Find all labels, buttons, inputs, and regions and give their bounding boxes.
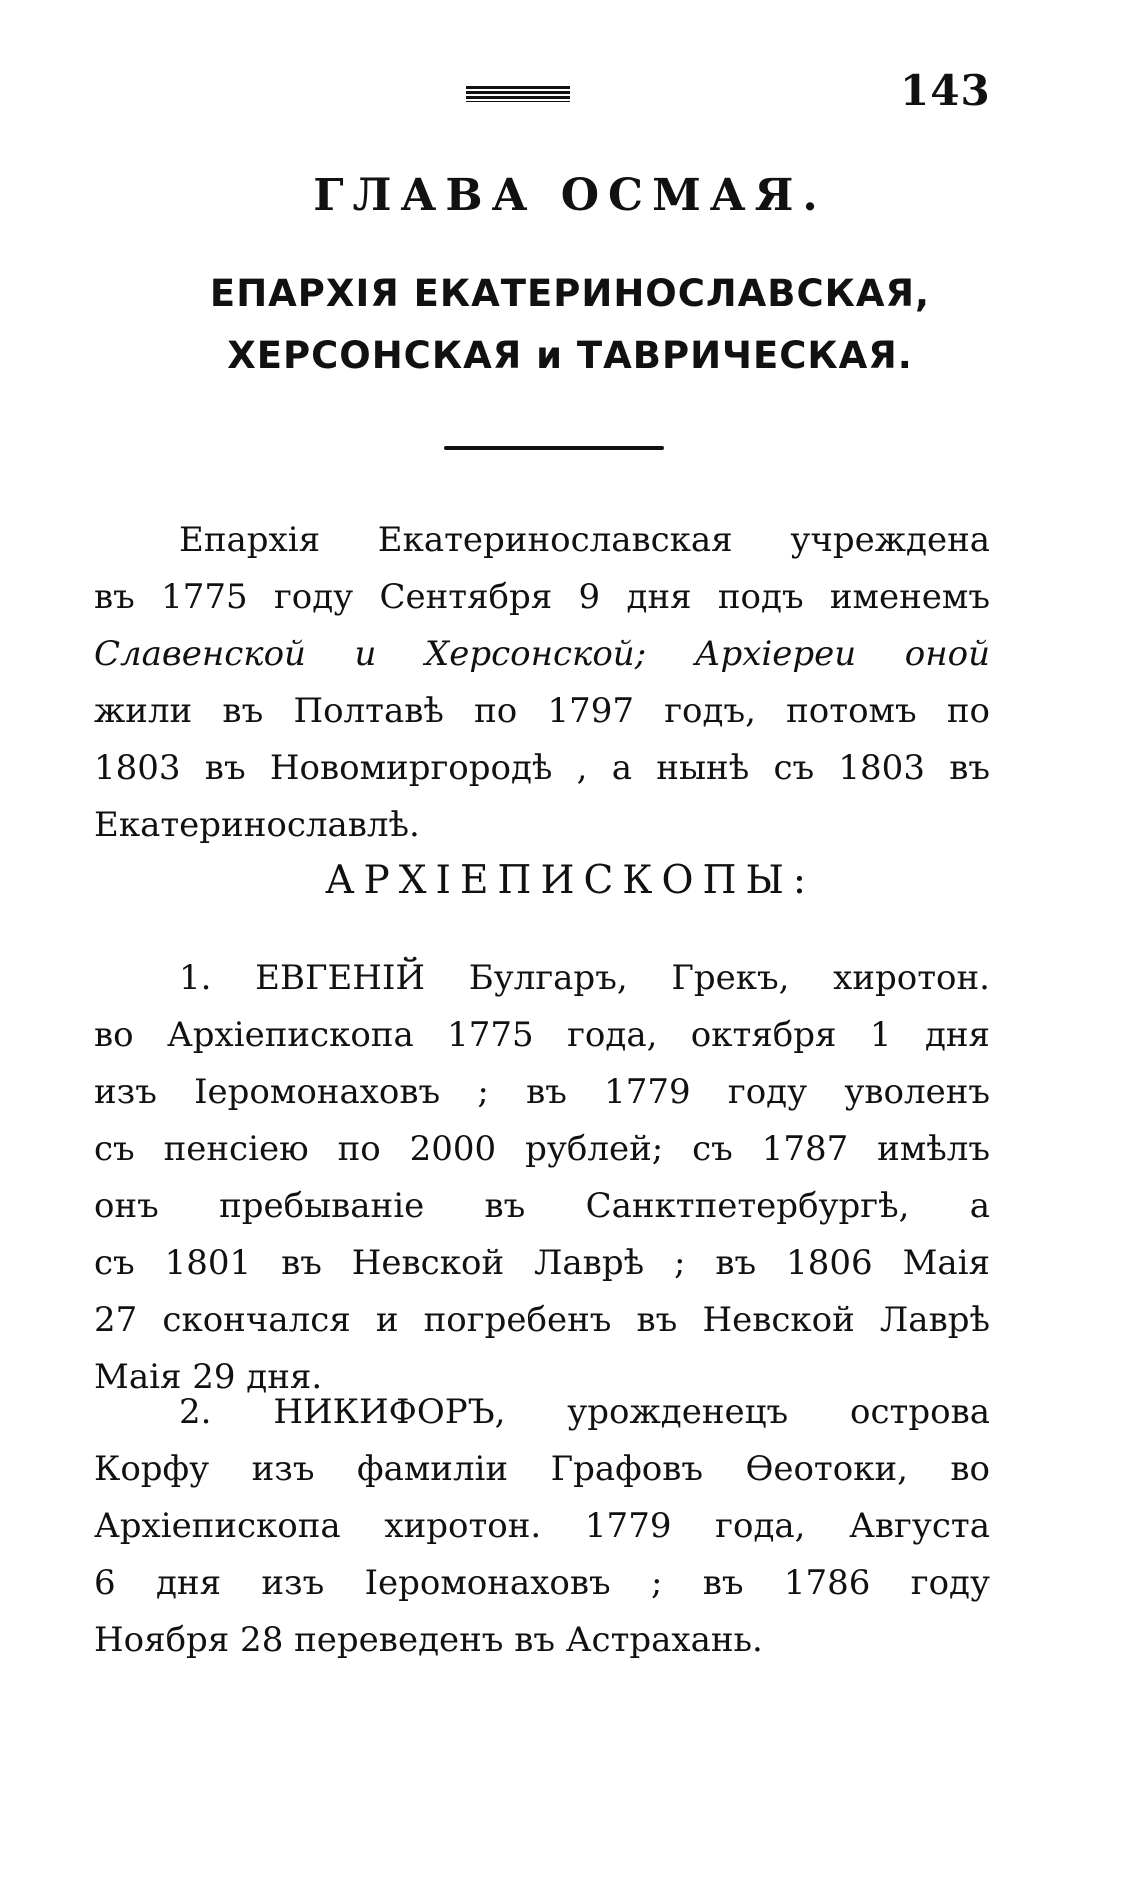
eparchy-heading-line-1: ЕПАРХІЯ ЕКАТЕРИНОСЛАВСКАЯ, <box>209 272 931 315</box>
paragraph-line: съ пенсіею по 2000 рублей; съ 1787 имѣлъ <box>94 1129 990 1169</box>
paragraph-line: во Архіепископа 1775 года, октября 1 дня <box>94 1015 990 1055</box>
entry-nikifor <box>94 1384 990 1669</box>
paragraph-line: Маія 29 дня. <box>94 1357 323 1397</box>
paragraph-line: 1. ЕВГЕНІЙ Булгаръ, Грекъ, хиротон. <box>179 958 990 998</box>
paragraph-line: 2. НИКИФОРЪ, урожденецъ острова <box>179 1392 990 1432</box>
paragraph-line: 1803 въ Новомиргородѣ , а нынѣ съ 1803 въ <box>94 748 990 788</box>
paragraph-line: въ 1775 году Сентября 9 дня подъ именемъ <box>94 577 990 617</box>
paragraph-line: изъ Іеромонаховъ ; въ 1779 году уволенъ <box>94 1072 990 1112</box>
top-ornament-rule <box>466 86 570 102</box>
page-number: 143 <box>900 66 991 115</box>
paragraph-line: 6 дня изъ Іеромонаховъ ; въ 1786 году <box>94 1563 990 1603</box>
paragraph-line: Ноября 28 переведенъ въ Астрахань. <box>94 1620 763 1660</box>
section-divider-rule <box>444 446 664 450</box>
chapter-title: ГЛАВА ОСМАЯ. <box>313 170 827 221</box>
paragraph-line: Архіепископа хиротон. 1779 года, Августа <box>94 1506 990 1546</box>
paragraph-line: съ 1801 въ Невской Лаврѣ ; въ 1806 Маія <box>94 1243 990 1283</box>
eparchy-heading-line-2: ХЕРСОНСКАЯ и ТАВРИЧЕСКАЯ. <box>227 334 913 377</box>
paragraph-line: жили въ Полтавѣ по 1797 годъ, потомъ по <box>94 691 990 731</box>
paragraph-line: 27 скончался и погребенъ въ Невской Лаврѣ <box>94 1300 990 1340</box>
intro-paragraph <box>94 512 990 854</box>
paragraph-line: Корфу изъ фамиліи Графовъ Өеотоки, во <box>94 1449 990 1489</box>
paragraph-line: онъ пребываніе въ Санктпетербургѣ, а <box>94 1186 990 1226</box>
paragraph-line: Славенской и Херсонской; Архіереи оной <box>94 634 990 674</box>
paragraph-line: Екатеринославлѣ. <box>94 805 420 845</box>
entry-evgeniy <box>94 950 990 1406</box>
paragraph-line: Епархія Екатеринославская учреждена <box>179 520 990 560</box>
archbishops-subheading: АРХІЕПИСКОПЫ: <box>325 858 815 903</box>
